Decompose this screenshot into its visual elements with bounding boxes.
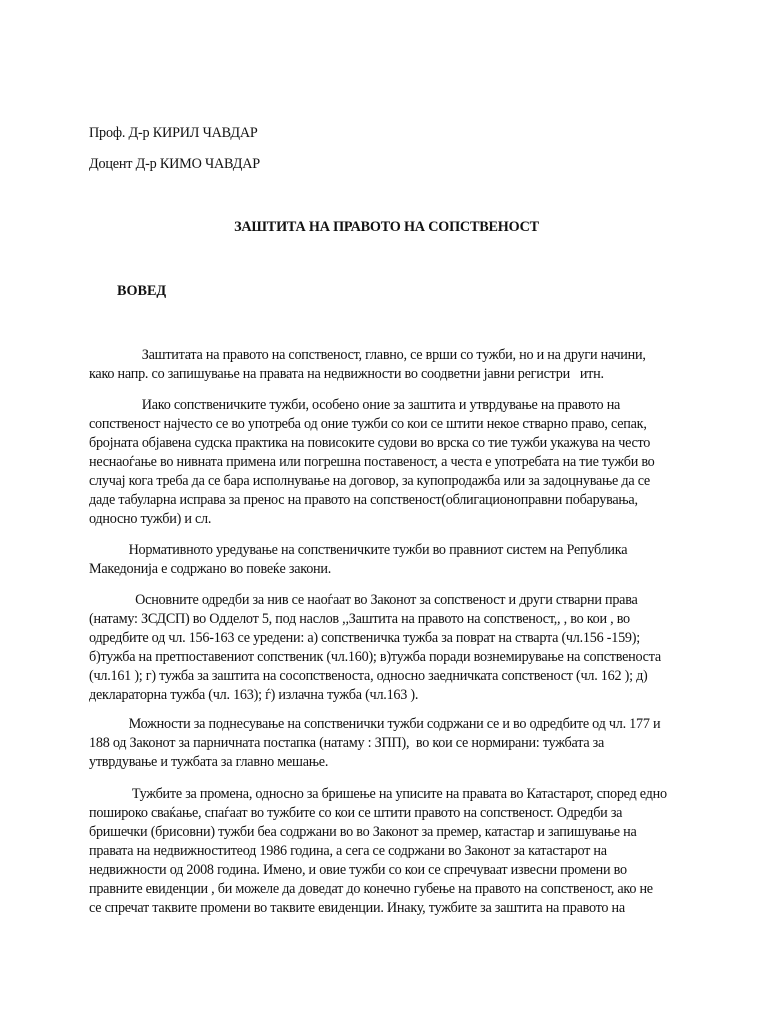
- text-line: даде табуларна исправа за пренос на правото на сопственост(облигационоправни побарувања,: [89, 492, 638, 508]
- text-line: правата на недвижноститеод 1986 година, а сега се содржани во Законот за катастарот на: [89, 843, 607, 859]
- text-line: односно тужби) и сл.: [89, 511, 212, 527]
- text-line: Заштитата на правото на сопственост, главно, се врши со тужби, но и на други начини,: [89, 347, 646, 363]
- text-line: правните евиденции , би можеле да доведат до конечно губење на правото на сопственост, ако не: [89, 881, 653, 897]
- section-heading: ВОВЕД: [117, 283, 167, 299]
- author-line: Проф. Д-р КИРИЛ ЧАВДАР: [89, 125, 258, 141]
- paragraph: [89, 346, 689, 384]
- text-line: пошироко сваќање, спаѓаат во тужбите со кои се штити правото на сопственост. Одредби за: [89, 805, 623, 821]
- text-line: бришечки (брисовни) тужби беа содржани во во Законот за премер, катастар и запишување на: [89, 824, 637, 840]
- text-line: Можности за поднесување на сопственички тужби содржани се и во одредбите од чл. 177 и: [89, 716, 661, 732]
- text-line: (натаму: ЗСДСП) во Одделот 5, под наслов ,,Заштита на правото на сопственост,, , во кои , во: [89, 611, 630, 627]
- text-line: одредбите од чл. 156-163 се уредени: а) сопственичка тужба за поврат на стварта (чл.156 -159);: [89, 630, 640, 646]
- text-line: Основните одредби за нив се наоѓаат во Законот за сопственост и други стварни права: [89, 592, 638, 608]
- document-title: ЗАШТИТА НА ПРАВОТО НА СОПСТВЕНОСТ: [234, 219, 539, 235]
- text-line: утврдување и тужбата за главно мешање.: [89, 754, 329, 770]
- text-line: Нормативното уредување на сопственичките тужби во правниот систем на Република: [89, 542, 628, 558]
- text-line: Тужбите за промена, односно за бришење на уписите на правата во Катастарот, според едно: [89, 786, 667, 802]
- paragraph: [89, 785, 689, 918]
- text-line: Иако сопственичките тужби, особено оние за заштита и утврдување на правото на: [89, 397, 621, 413]
- paragraph: [89, 591, 689, 705]
- text-line: (чл.161 ); г) тужба за заштита на сосопственоста, односно заедничката сопственост (чл. 162 ); д): [89, 668, 648, 684]
- paragraph: [89, 541, 689, 579]
- text-line: Македонија е содржано во повеќе закони.: [89, 561, 332, 577]
- paragraph: [89, 715, 689, 772]
- text-line: како напр. со запишување на правата на недвижности во соодветни јавни регистри итн.: [89, 366, 604, 382]
- text-line: б)тужба на претпоставениот сопственик (чл.160); в)тужба поради вознемирување на сопственоста: [89, 649, 661, 665]
- text-line: 188 од Законот за парничната постапка (натаму : ЗПП), во кои се нормирани: тужбата за: [89, 735, 605, 751]
- paragraph: [89, 396, 689, 529]
- text-line: недвижности од 2008 година. Имено, и овие тужби со кои се спречуваат извесни промени во: [89, 862, 627, 878]
- text-line: случај кога треба да се бара исполнување на договор, за купопродажба или за задоцнување да се: [89, 473, 650, 489]
- text-line: сопственост најчесто се во употреба од оние тужби со кои се штити некое стварно право, сепак,: [89, 416, 647, 432]
- author-line: Доцент Д-р КИМО ЧАВДАР: [89, 156, 260, 172]
- text-line: бројната објавена судска практика на повисоките судови во врска со тие тужби укажува на често: [89, 435, 651, 451]
- text-line: неснаоѓање во нивната примена или погрешна поставеност, а честа е употребата на тие тужби во: [89, 454, 655, 470]
- text-line: се спречат таквите промени во таквите евиденции. Инаку, тужбите за заштита на правото на: [89, 900, 625, 916]
- text-line: деклараторна тужба (чл. 163); ѓ) излачна тужба (чл.163 ).: [89, 687, 419, 703]
